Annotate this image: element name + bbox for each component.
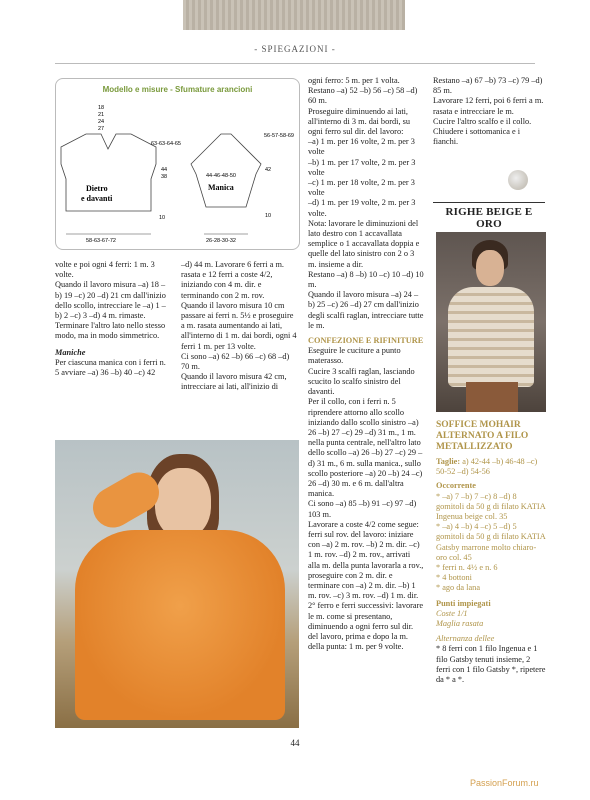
paragraph: Nota: lavorare le diminuzioni del lato destro con 1 accavallata semplice o 1 accavallata doppia e quelle del lato sinistro con 2 o 3 m. insieme a dir.: [308, 218, 420, 269]
sleeve-top: 56-57-58-69: [264, 133, 294, 139]
text-column-3: [308, 76, 424, 652]
list-item: * –a) 4 –b) 4 –c) 5 –d) 5 gomitoli da 50 g di filato KATIA Gatsby marrone molto chiaro-oro col. 45: [436, 522, 546, 562]
text-column-2: [181, 260, 299, 393]
body-label-1: Dietro: [86, 184, 108, 193]
paragraph: –a) 1 m. per 16 volte, 2 m. per 3 volte: [308, 137, 415, 157]
orange-sweater: [75, 530, 285, 720]
watermark: PassionForum.ru: [470, 778, 539, 788]
paragraph: –b) 1 m. per 17 volte, 2 m. per 3 volte: [308, 157, 416, 177]
list-item: * ferri n. 4½ e n. 6: [436, 563, 498, 573]
paragraph: Lavorare 12 ferri, poi 6 ferri a m. rasata e intrecciare le m.: [433, 96, 544, 116]
text-column-1: [55, 260, 170, 378]
text-column-4: [433, 76, 545, 147]
bottom-width: 58-63-67-72: [86, 238, 116, 244]
shoulder-height: 63-63-64-65: [151, 141, 181, 147]
section-heading-confezione: CONFEZIONE E RIFINITURE: [308, 336, 424, 346]
neck-size-4: 27: [98, 126, 105, 132]
paragraph: Cucire 3 scalfi raglan, lasciando scucito lo scalfo sinistro del davanti.: [308, 366, 415, 397]
taglie-label: Taglie:: [436, 457, 461, 466]
paragraph: ferri sul rov. del lavoro: iniziare con –a) 2 m. rov. –b) 2 m. dir. –c) 1 m. rov. –d) 2 m. rov., arrivati alla m. della punta lavorarla a rov., proseguire con 2 m. dir. e terminare con –a) 2 m. dir. –b) 1 m. rov. –c) 3 m. rov. –d) 1 m. dir.: [308, 529, 424, 601]
neck-size-2: 21: [98, 112, 105, 118]
section-subtitle: SOFFICE MOHAIR ALTERNATO A FILO METALLIZZATO: [436, 420, 529, 452]
subheading-maniche: Maniche: [55, 347, 86, 357]
sleeve-bottom: 26-28-30-32: [206, 238, 236, 244]
model-face: [155, 468, 211, 538]
diagram-title: Modello e misure - Sfumature arancioni: [102, 85, 253, 94]
paragraph: ogni ferro: 5 m. per 1 volta.: [308, 76, 400, 85]
neck-size-1: 18: [98, 105, 105, 111]
side-38: 38: [161, 174, 168, 180]
model-pants: [466, 382, 518, 412]
pattern-details: [436, 420, 546, 685]
striped-cardigan: [448, 287, 534, 387]
section-title: RIGHE BEIGE E ORO: [445, 206, 533, 230]
taglie-value: a) 42-44 –b) 46-48 –c) 50-52 –d) 54-56: [436, 457, 538, 477]
list-item: * ago da lana: [436, 583, 481, 593]
sleeve-label: Manica: [208, 183, 234, 192]
paragraph: * 8 ferri con 1 filo Ingenua e 1 filo Gatsby tenuti insieme, 2 ferri con 1 filo Gatsby *, ripetere da * a *.: [436, 644, 546, 685]
paragraph: volte e poi ogni 4 ferri: 1 m. 3 volte.: [55, 260, 155, 280]
paragraph: Per ciascuna manica con i ferri n. 5 avviare –a) 36 –b) 40 –c) 42: [55, 357, 166, 378]
paragraph: Cucire l'altro scalfo e il collo. Chiudere i sottomanica e i fianchi.: [433, 116, 532, 147]
occorrente-heading: Occorrente: [436, 481, 476, 491]
body-label-2: e davanti: [81, 194, 113, 203]
list-item: * –a) 7 –b) 7 –c) 8 –d) 8 gomitoli da 50 g di filato KATIA Ingenua beige col. 35: [436, 491, 546, 522]
section-rule: [433, 202, 545, 203]
paragraph: Quando il lavoro misura –a) 24 –b) 25 –c) 26 –d) 27 cm dall'inizio degli scalfi raglan, intrecciare tutte le m.: [308, 290, 424, 330]
paragraph: –d) 1 m. per 19 volte, 2 m. per 3 volte.: [308, 198, 416, 218]
paragraph: Terminare l'altro lato nello stesso modo, ma in modo simmetrico.: [55, 321, 166, 341]
page-header: - SPIEGAZIONI -: [254, 44, 336, 54]
punti-heading: Punti impiegati: [436, 598, 491, 608]
header-divider: [55, 63, 535, 64]
sleeve-42: 42: [265, 167, 272, 173]
paragraph: Quando il lavoro misura –a) 18 –b) 19 –c) 20 –d) 21 cm dall'inizio dello scollo, intrecciare le –a) 1 –b) 2 –c) 3 –d) 4 m. rimaste.: [55, 280, 166, 321]
paragraph: Eseguire le cuciture a punto materasso.: [308, 346, 401, 366]
sleeve-top-width: 44-46-48-50: [206, 173, 236, 179]
neck-size-3: 24: [98, 119, 105, 125]
paragraph: Per il collo, con i ferri n. 5 riprendere attorno allo scollo iniziando dallo scollo sinistro –a) 26 –b) 27 –c) 29 –d) 31 m., 1 m. nella punta centrale, nell'altro lato dello scollo –a) 26 –b) 27 –c) 29 –d) 31 m., 6 m. sulla manica., sullo scollo posteriore –a) 20 –b) 24 –c) 26 –d) 30 m. e 6 m. dall'altra manica.: [308, 397, 423, 499]
paragraph: –c) 1 m. per 18 volte, 2 m. per 3 volte: [308, 178, 415, 198]
paragraph: Quando il lavoro misura 42 cm, intrecciare ai lati, all'inizio di: [181, 372, 287, 392]
paragraph: Restano –a) 67 –b) 73 –c) 79 –d) 85 m.: [433, 76, 543, 96]
list-item: * 4 bottoni: [436, 573, 472, 583]
schematic-drawing: [56, 79, 299, 249]
orange-sweater-photo: [55, 440, 299, 728]
yarn-ball-icon: [508, 170, 528, 190]
paragraph: Quando il lavoro misura 10 cm passare ai ferri n. 5½ e proseguire a m. rasata aumentando ai lati, all'interno di 1 m. dai bordi, ogni 4 ferri 1 m. per 13 volte.: [181, 300, 297, 351]
paragraph: Ci sono –a) 85 –b) 91 –c) 97 –d) 103 m.: [308, 499, 417, 519]
paragraph: Ci sono –a) 62 –b) 66 –c) 68 –d) 70 m.: [181, 351, 290, 372]
paragraph: Restano –a) 8 –b) 10 –c) 10 –d) 10 m.: [308, 269, 424, 290]
list-item: Maglia rasata: [436, 619, 484, 629]
knit-swatch-image: [183, 0, 405, 30]
paragraph: Restano –a) 52 –b) 56 –c) 58 –d) 60 m.: [308, 86, 418, 106]
rib-10: 10: [159, 215, 166, 221]
model-face: [476, 250, 504, 286]
paragraph: –d) 44 m. Lavorare 6 ferri a m. rasata e 12 ferri a coste 4/2, iniziando con 4 m. dir. e terminando con 2 m. rov.: [181, 260, 284, 300]
page-number: 44: [290, 738, 300, 748]
paragraph: Lavorare a coste 4/2 come segue:: [308, 519, 419, 529]
paragraph: 2° ferro e ferri successivi: lavorare le m. come si presentano, diminuendo a ogni ferro sul dir. del lavoro, prima e dopo la m. della punta: 1 m. per 9 volte.: [308, 601, 424, 652]
alternanza-heading: Alternanza dellee: [436, 634, 495, 644]
list-item: Coste 1/1: [436, 608, 468, 618]
cardigan-photo: [436, 232, 546, 412]
paragraph: Proseguire diminuendo ai lati, all'interno di 3 m. dai bordi, su ogni ferro sul dir. del lavoro:: [308, 106, 410, 137]
schematic-diagram: [55, 78, 300, 250]
side-44: 44: [161, 167, 168, 173]
sleeve-10: 10: [265, 213, 272, 219]
